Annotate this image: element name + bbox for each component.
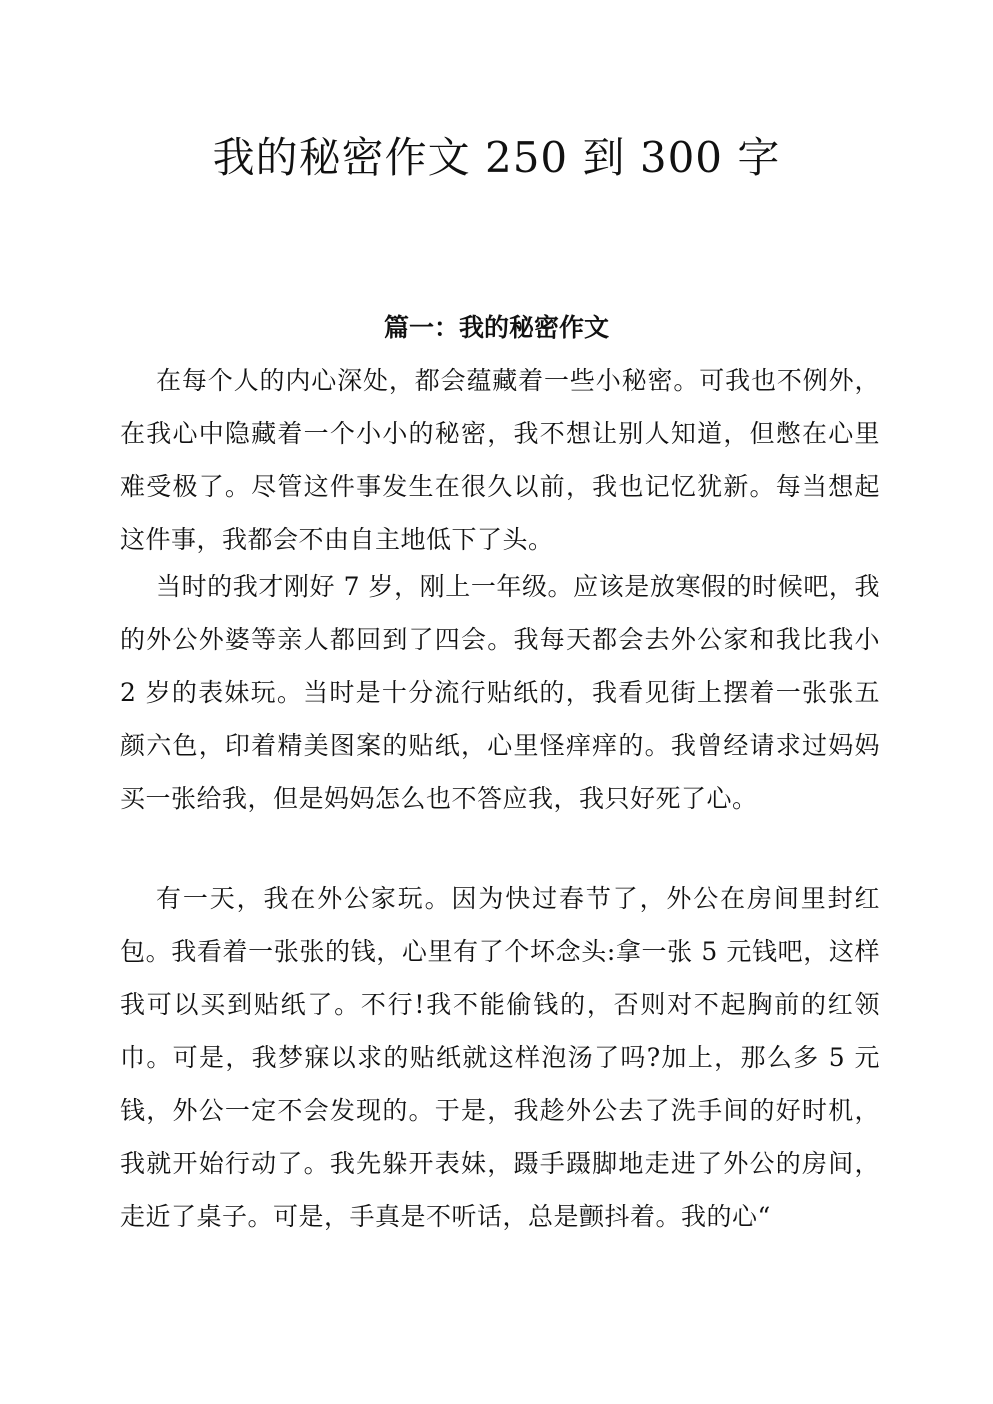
- section-heading: 篇一：我的秘密作文: [383, 313, 609, 342]
- document-title: 我的秘密作文 250 到 300 字: [212, 133, 781, 182]
- paragraph-1: 在每个人的内心深处，都会蕴藏着一些小秘密。可我也不例外，在我心中隐藏着一个小小的秘密，我不想让别人知道，但憋在心里难受极了。尽管这件事发生在很久以前，我也记忆犹新。每当想起这件事，我都会不由自主地低下了头。: [120, 366, 880, 554]
- paragraph-3: 有一天，我在外公家玩。因为快过春节了，外公在房间里封红包。我看着一张张的钱，心里有了个坏念头:拿一张 5 元钱吧，这样我可以买到贴纸了。不行!我不能偷钱的，否则对不起胸前的红领巾。可是，我梦寐以求的贴纸就这样泡汤了吗?加上，那么多 5 元钱，外公一定不会发现的。于是，我趁外公去了洗手间的好时机，我就开始行动了。我先躲开表妹，蹑手蹑脚地走进了外公的房间，走近了桌子。可是，手真是不听话，总是颤抖着。我的心“: [120, 884, 880, 1231]
- paragraph-2: 当时的我才刚好 7 岁，刚上一年级。应该是放寒假的时候吧，我的外公外婆等亲人都回到了四会。我每天都会去外公家和我比我小 2 岁的表妹玩。当时是十分流行贴纸的，我看见街上摆着一张张五颜六色，印着精美图案的贴纸，心里怪痒痒的。我曾经请求过妈妈买一张给我，但是妈妈怎么也不答应我，我只好死了心。: [120, 572, 880, 813]
